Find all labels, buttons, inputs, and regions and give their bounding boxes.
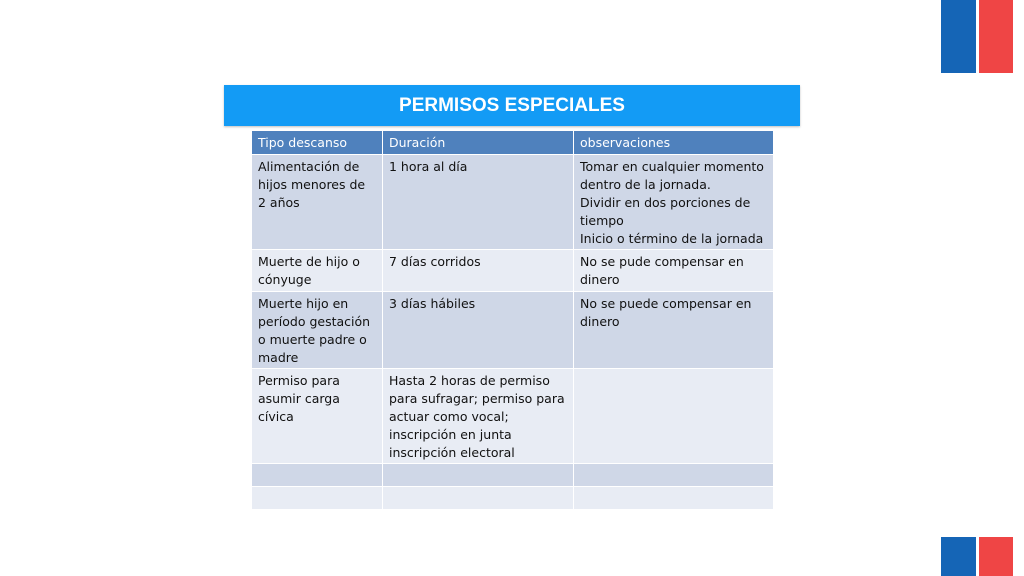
cell-observaciones xyxy=(574,155,774,250)
cell-observaciones xyxy=(574,464,774,487)
observation-line: No se pude compensar en dinero xyxy=(580,254,744,287)
flag-decoration-top xyxy=(941,0,1013,73)
cell-observaciones xyxy=(574,369,774,464)
cell-tipo: Alimentación de hijos menores de 2 años xyxy=(252,155,383,250)
flag-blue-stripe xyxy=(941,537,976,576)
cell-tipo: Muerte de hijo o cónyuge xyxy=(252,250,383,292)
cell-duracion: Hasta 2 horas de permiso para sufragar; permiso para actuar como vocal; inscripción en junta inscripción electoral xyxy=(383,369,574,464)
flag-red-stripe xyxy=(979,537,1014,576)
table-row xyxy=(252,292,774,369)
header-duracion: Duración xyxy=(383,131,574,155)
permits-table xyxy=(251,130,774,510)
cell-tipo xyxy=(252,464,383,487)
table-header-row xyxy=(252,131,774,155)
cell-tipo xyxy=(252,487,383,510)
cell-duracion xyxy=(383,487,574,510)
table-row xyxy=(252,155,774,250)
cell-tipo: Muerte hijo en período gestación o muerte padre o madre xyxy=(252,292,383,369)
cell-observaciones xyxy=(574,292,774,369)
cell-duracion: 7 días corridos xyxy=(383,250,574,292)
table-row-empty xyxy=(252,464,774,487)
header-observaciones: observaciones xyxy=(574,131,774,155)
cell-tipo: Permiso para asumir carga cívica xyxy=(252,369,383,464)
flag-red-stripe xyxy=(979,0,1014,73)
header-tipo-descanso: Tipo descanso xyxy=(252,131,383,155)
slide-title: PERMISOS ESPECIALES xyxy=(224,85,800,126)
cell-duracion: 3 días hábiles xyxy=(383,292,574,369)
flag-blue-stripe xyxy=(941,0,976,73)
table-row xyxy=(252,369,774,464)
cell-observaciones xyxy=(574,250,774,292)
observation-line: Inicio o término de la jornada xyxy=(580,231,764,246)
cell-duracion xyxy=(383,464,574,487)
cell-observaciones xyxy=(574,487,774,510)
observation-line: Tomar en cualquier momento dentro de la jornada. xyxy=(580,159,764,192)
cell-duracion: 1 hora al día xyxy=(383,155,574,250)
observation-line: No se puede compensar en dinero xyxy=(580,296,752,329)
table-row-empty xyxy=(252,487,774,510)
table-row xyxy=(252,250,774,292)
flag-decoration-bottom xyxy=(941,537,1013,576)
observation-line: Dividir en dos porciones de tiempo xyxy=(580,195,751,228)
